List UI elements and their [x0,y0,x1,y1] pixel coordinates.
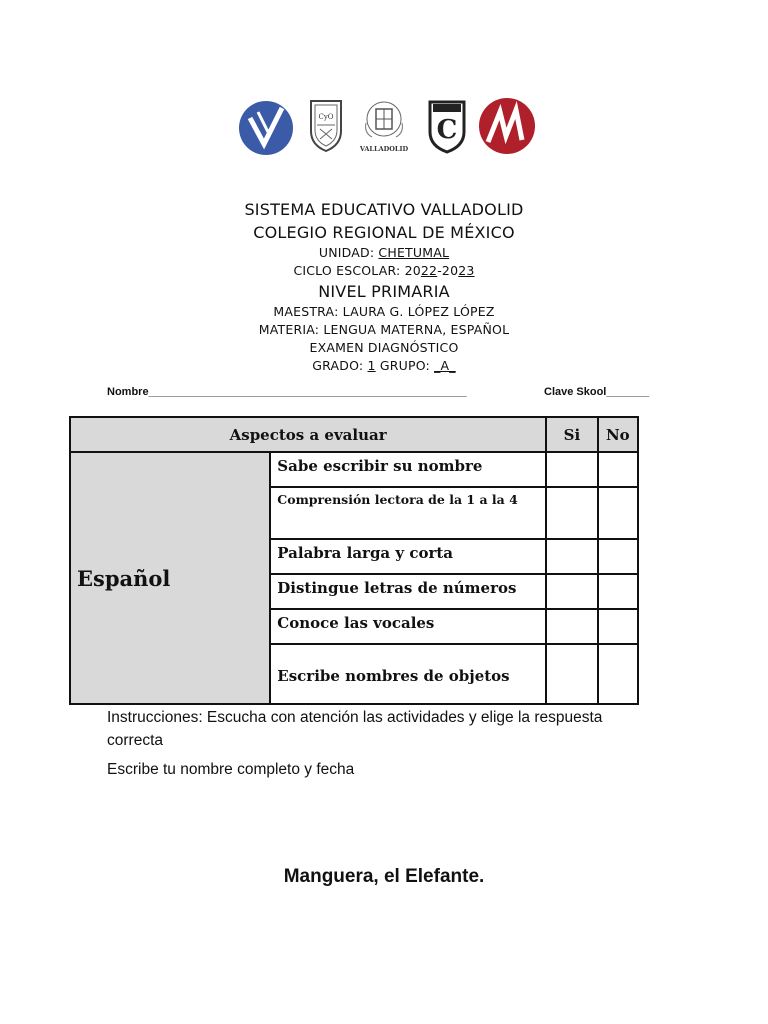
red-m-logo [478,96,536,156]
nombre-field[interactable]: Nombre____________________________________________________ [107,386,467,398]
aspect-cell: Conoce las vocales [270,609,546,644]
story-title: Manguera, el Elefante. [283,866,485,887]
examen-line: EXAMEN DIAGNÓSTICO [309,340,459,355]
school-header [0,198,768,375]
si-checkbox[interactable] [546,574,597,609]
svg-text:CyO: CyO [318,113,334,121]
ciclo-year1: 22 [420,263,438,278]
table-header-row [70,417,638,452]
logos-strip [238,95,538,161]
aspect-cell: Palabra larga y corta [270,539,546,574]
cyo-shield-logo [307,95,345,153]
grupo-value: _A_ [434,358,456,373]
school-name: COLEGIO REGIONAL DE MÉXICO [253,223,515,242]
no-checkbox[interactable] [598,574,638,609]
materia-line: MATERIA: LENGUA MATERNA, ESPAÑOL [258,322,510,337]
aspect-cell: Sabe escribir su nombre [270,452,546,487]
no-checkbox[interactable] [598,644,638,704]
student-info-row [107,386,667,402]
header-si: Si [546,417,597,452]
clave-field[interactable]: Clave Skool_______ [544,386,650,398]
table-row [70,452,638,487]
ciclo-line [0,262,768,280]
crest-label: VALLADOLID [359,145,409,153]
si-checkbox[interactable] [546,487,597,539]
system-name: SISTEMA EDUCATIVO VALLADOLID [244,200,524,219]
unidad-line [0,244,768,262]
header-aspectos: Aspectos a evaluar [70,417,546,452]
grado-value: 1 [367,358,376,373]
aspect-cell: Comprensión lectora de la 1 a la 4 [270,487,546,539]
no-checkbox[interactable] [598,609,638,644]
grado-label: GRADO: [312,358,368,373]
si-checkbox[interactable] [546,644,597,704]
grado-line [0,357,768,375]
aspect-cell: Escribe nombres de objetos [270,644,546,704]
ciclo-sep: -20 [437,263,459,278]
maestra-line: MAESTRA: LAURA G. LÓPEZ LÓPEZ [273,304,495,319]
nivel-line: NIVEL PRIMARIA [318,282,450,301]
subject-cell: Español [70,452,270,704]
unidad-label: UNIDAD: [318,245,379,260]
aspect-cell: Distingue letras de números [270,574,546,609]
valladolid-v-logo [238,98,294,156]
write-name-prompt: Escribe tu nombre completo y fecha [107,761,355,778]
no-checkbox[interactable] [598,539,638,574]
sistema-valladolid-crest [358,93,410,157]
svg-text:C: C [436,115,458,145]
evaluation-table [69,416,639,705]
header-no: No [598,417,638,452]
colegio-c-shield-logo [427,98,467,154]
si-checkbox[interactable] [546,539,597,574]
ciclo-label: CICLO ESCOLAR: 20 [293,263,421,278]
si-checkbox[interactable] [546,609,597,644]
unidad-value: CHETUMAL [378,245,450,260]
si-checkbox[interactable] [546,452,597,487]
instructions-text: Instrucciones: Escucha con atención las actividades y elige la respuesta correcta [107,709,603,749]
no-checkbox[interactable] [598,452,638,487]
ciclo-year2: 23 [458,263,475,278]
grupo-label: GRUPO: [375,358,435,373]
no-checkbox[interactable] [598,487,638,539]
